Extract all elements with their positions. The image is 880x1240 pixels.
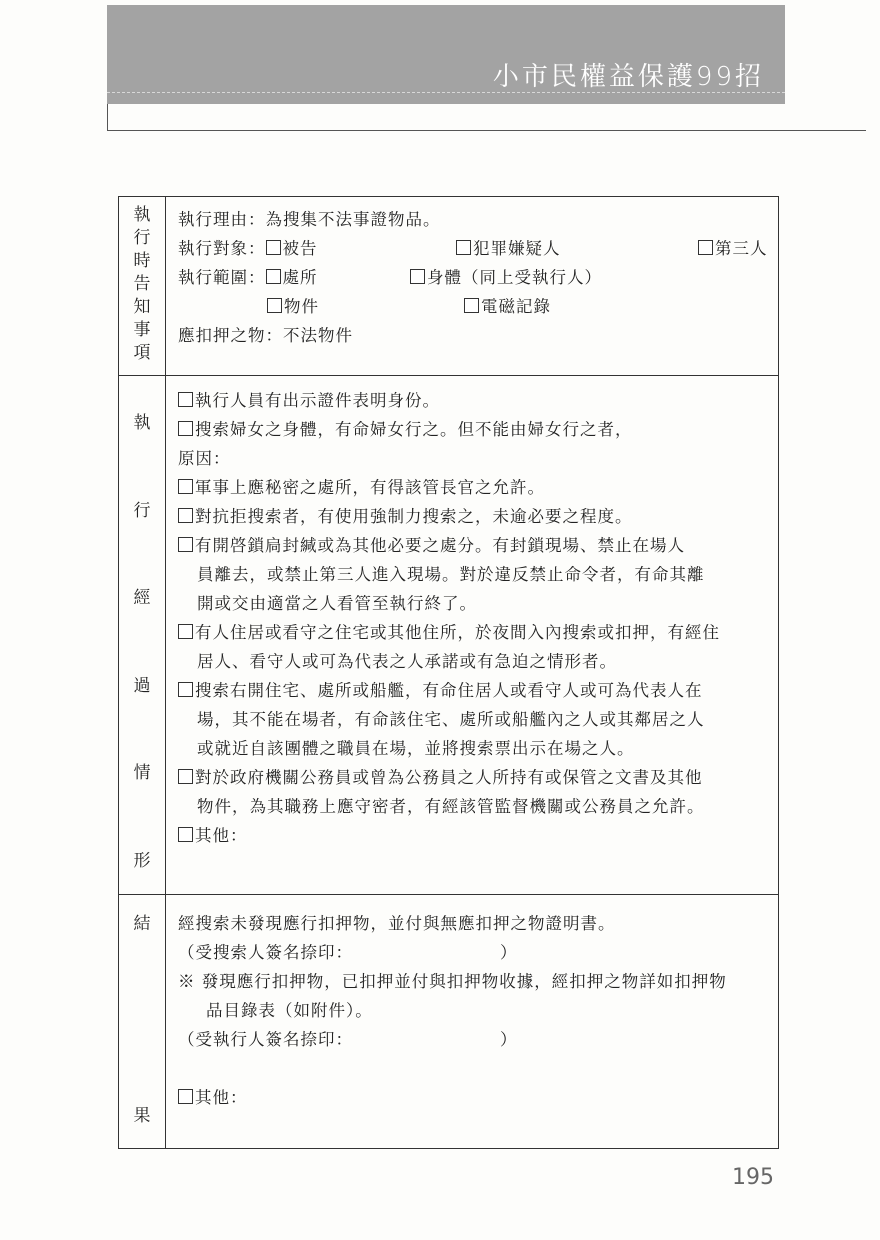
result-label-char: 結 — [133, 914, 151, 934]
note-line: ※ 發現應行扣押物，已扣押並付與扣押物收據，經扣押之物詳如扣押物 — [178, 972, 727, 991]
process-label-char: 經 — [133, 588, 151, 609]
process-checkbox[interactable] — [178, 537, 193, 552]
header-rule — [107, 104, 866, 131]
process-item: 搜索婦女之身體，有命婦女行之。但不能由婦女行之者， — [178, 415, 778, 444]
process-section — [119, 376, 779, 895]
scope-line — [178, 263, 778, 292]
result-other-checkbox[interactable] — [178, 1089, 193, 1104]
process-text: 居人、看守人或可為代表之人承諾或有急迫之情形者。 — [197, 652, 617, 671]
scope-option-label: 處所 — [282, 268, 318, 287]
reference-mark: ※ — [178, 972, 196, 991]
scope-body-checkbox[interactable] — [410, 269, 425, 284]
scope-option-label: 身體（同上受執行人） — [427, 268, 602, 287]
note-line-2: 品目錄表（如附件）。 — [206, 1001, 373, 1020]
process-text: 或就近自該團體之職員在場，並將搜索票出示在場之人。 — [197, 739, 635, 758]
process-checkbox[interactable] — [178, 624, 193, 639]
result-label — [119, 895, 166, 1149]
notice-content — [166, 197, 779, 376]
process-item: 其他： — [178, 821, 778, 850]
process-checkbox[interactable] — [178, 769, 193, 784]
notice-section — [119, 197, 779, 376]
process-text: 場，其不能在場者，有命該住宅、處所或船艦內之人或其鄰居之人 — [197, 710, 705, 729]
target-option-label: 犯罪嫌疑人 — [473, 239, 561, 258]
process-label-char: 行 — [133, 500, 151, 521]
process-checkbox[interactable] — [178, 508, 193, 523]
page-number: 195 — [732, 1165, 774, 1190]
scope-premises-checkbox[interactable] — [266, 269, 281, 284]
process-label-char: 形 — [133, 850, 151, 871]
process-label-char: 執 — [133, 413, 151, 433]
result-content — [166, 895, 779, 1149]
scope-prefix: 執行範圍： — [178, 268, 266, 287]
scope-objects-checkbox[interactable] — [267, 298, 282, 313]
process-checkbox[interactable] — [178, 479, 193, 494]
scope-option-label: 物件 — [284, 297, 319, 316]
result-line: 經搜索未發現應行扣押物，並付與無應扣押之物證明書。 — [178, 914, 616, 933]
target-prefix: 執行對象： — [178, 239, 266, 258]
result-label-char: 果 — [133, 1106, 151, 1126]
process-item: 搜索右開住宅、處所或船艦，有命住居人或看守人或可為代表人在 — [178, 676, 778, 705]
process-label — [119, 376, 166, 895]
target-line — [178, 234, 778, 263]
notice-label-char: 行 — [133, 228, 151, 248]
process-text: 物件，為其職務上應守密者，有經該管監督機關或公務員之允許。 — [197, 797, 705, 816]
process-label-char: 情 — [133, 763, 151, 784]
target-option-label: 被告 — [282, 239, 318, 258]
notice-label-char: 知 — [133, 297, 151, 317]
search-record-form — [118, 196, 779, 1149]
target-suspect-checkbox[interactable] — [456, 240, 471, 255]
process-item: 執行人員有出示證件表明身份。 — [178, 386, 778, 415]
notice-label-char: 項 — [133, 343, 151, 363]
process-item: 有人住居或看守之住宅或其他住所，於夜間入內搜索或扣押，有經住 — [178, 618, 778, 647]
book-title: 小市民權益保護99招 — [492, 62, 764, 92]
target-option-label: 第三人 — [715, 239, 768, 258]
process-checkbox[interactable] — [178, 392, 193, 407]
process-checkbox[interactable] — [178, 682, 193, 697]
process-content — [166, 376, 779, 895]
process-item: 軍事上應秘密之處所，有得該管長官之允許。 — [178, 473, 778, 502]
notice-label-char: 時 — [133, 251, 151, 271]
process-checkbox[interactable] — [178, 421, 193, 436]
signature-line-executed: （受執行人簽名捺印： ） — [178, 1030, 518, 1049]
process-item: 對抗拒搜索者，有使用強制力搜索之，未逾必要之程度。 — [178, 502, 778, 531]
seized-item-line: 應扣押之物：不法物件 — [178, 326, 353, 345]
notice-label-char: 執 — [133, 205, 151, 225]
reason-line: 執行理由：為搜集不法事證物品。 — [178, 210, 441, 229]
notice-label-char: 告 — [133, 274, 151, 294]
process-label-char: 過 — [133, 675, 151, 696]
target-defendant-checkbox[interactable] — [266, 240, 281, 255]
process-other-checkbox[interactable] — [178, 827, 193, 842]
result-other-line: 其他： — [178, 1083, 778, 1112]
result-section — [119, 895, 779, 1149]
process-item: 有開啓鎖扃封緘或為其他必要之處分。有封鎖現場、禁止在場人 — [178, 531, 778, 560]
target-third-party-checkbox[interactable] — [698, 240, 713, 255]
scope-electronic-records-checkbox[interactable] — [464, 298, 479, 313]
process-item: 對於政府機關公務員或曾為公務員之人所持有或保管之文書及其他 — [178, 763, 778, 792]
scope-line-2 — [178, 292, 778, 321]
process-text: 原因： — [178, 449, 231, 468]
signature-line-searched: （受搜索人簽名捺印： ） — [178, 943, 518, 962]
process-text: 員離去，或禁止第三人進入現場。對於違反禁止命令者，有命其離 — [197, 565, 705, 584]
notice-label — [119, 197, 166, 376]
notice-label-char: 事 — [133, 320, 151, 340]
process-text: 開或交由適當之人看管至執行終了。 — [197, 594, 477, 613]
scope-option-label: 電磁記錄 — [481, 297, 551, 316]
